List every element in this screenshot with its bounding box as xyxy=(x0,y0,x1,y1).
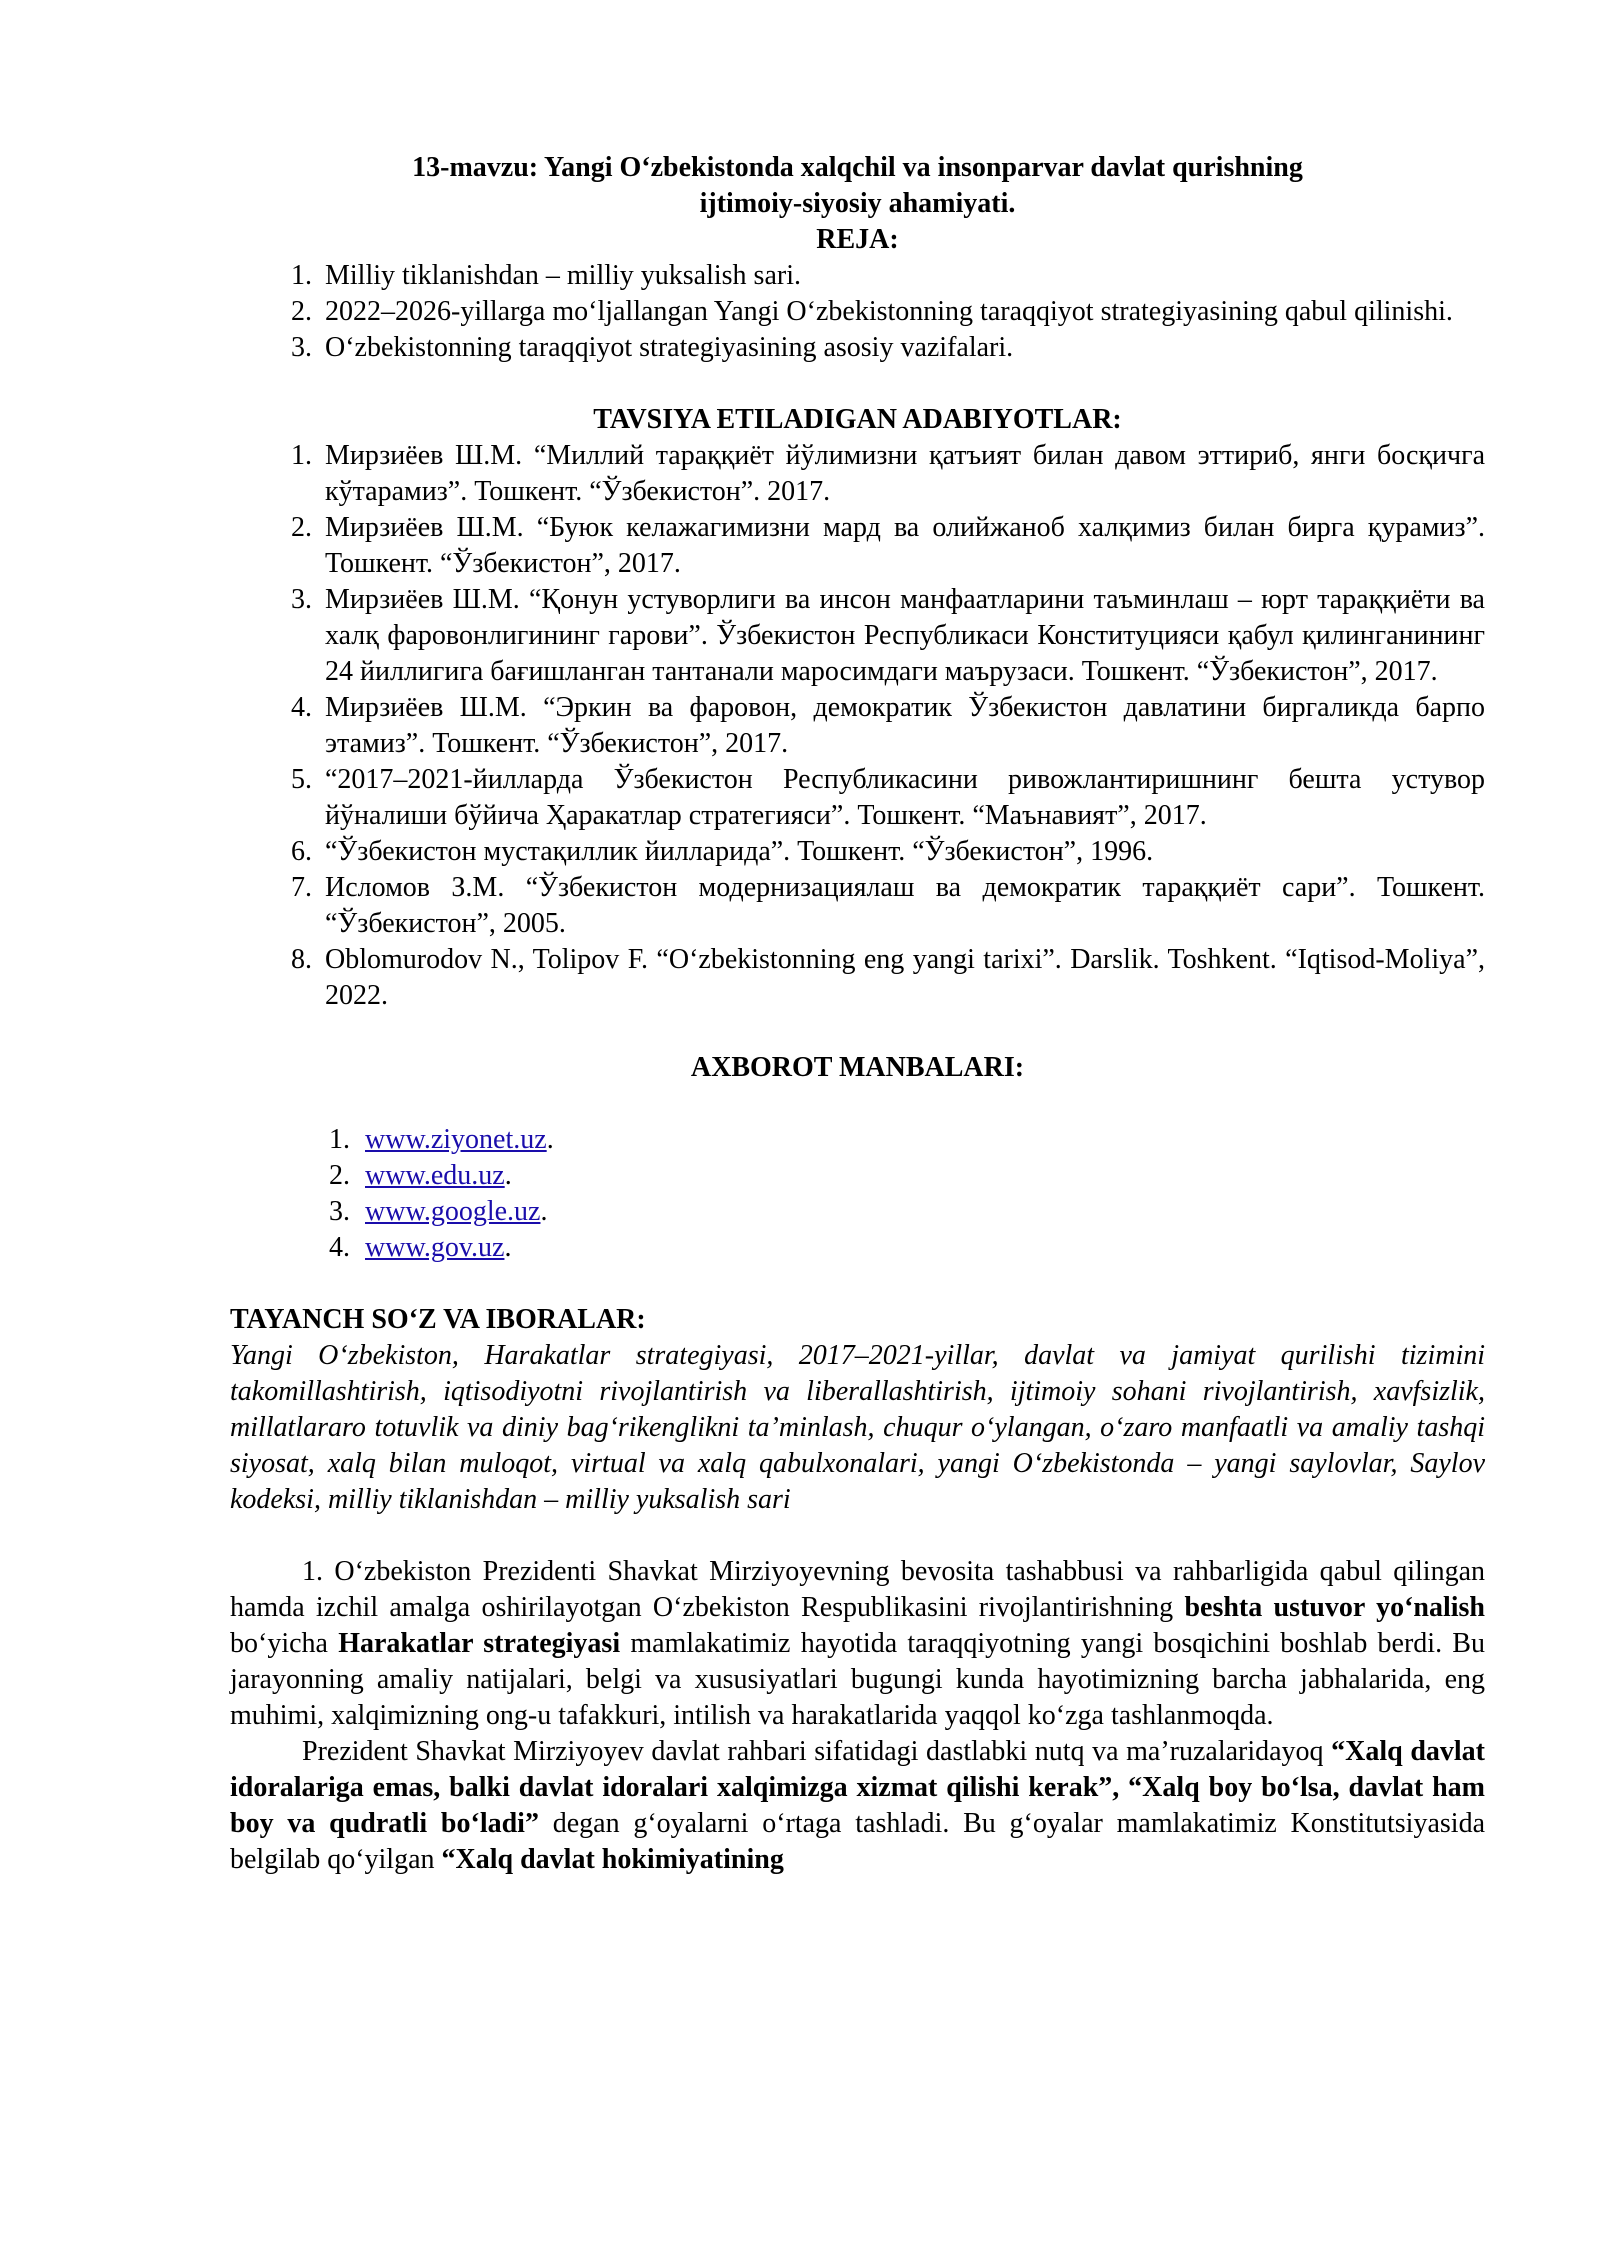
p2-bold-1: “Xalq davlat idoralariga emas, balki davlat idoralari xalqimizga xizmat qilishi kerak”, “Xalq boy bo‘lsa, davlat ham boy va qudratli bo‘ladi” xyxy=(230,1736,1485,1839)
literature-item-text: Исломов З.М. “Ўзбекистон модернизациялаш ва демократик тараққиёт сари”. Тошкент. “Ўзбекистон”, 2005. xyxy=(325,872,1485,939)
literature-item-text: “2017–2021-йилларда Ўзбекистон Республикасини ривожлантиришнинг бешта устувор йўналиши бўйича Ҳаракатлар стратегияси”. Тошкент. “Маънавият”, 2017. xyxy=(325,764,1485,831)
source-link-google[interactable]: www.google.uz xyxy=(365,1196,541,1227)
literature-item-text: “Ўзбекистон мустақиллик йилларида”. Тошкент. “Ўзбекистон”, 1996. xyxy=(325,836,1154,867)
literature-item xyxy=(230,582,1485,690)
plan-item xyxy=(230,294,1485,330)
link-suffix: . xyxy=(540,1196,548,1227)
topic-header xyxy=(230,150,1485,258)
p2-text-a: Prezident Shavkat Mirziyoyev davlat rahbari sifatidagi dastlabki nutq va ma’ruzalaridayoq xyxy=(302,1736,1332,1767)
p1-bold-2: Harakatlar strategiyasi xyxy=(338,1628,621,1659)
source-item xyxy=(230,1194,1485,1230)
source-item xyxy=(230,1122,1485,1158)
p1-text-c: bo‘yicha xyxy=(230,1628,339,1659)
keywords-heading: TAYANCH SO‘Z VA IBORALAR: xyxy=(230,1304,646,1335)
list-number: 4. xyxy=(329,1232,350,1263)
list-number: 3. xyxy=(291,584,312,615)
literature-item xyxy=(230,762,1485,834)
literature-item-text: Мирзиёев Ш.М. “Буюк келажагимизни мард ва олийжаноб халқимиз билан бирга қурамиз”. Тошкент. “Ўзбекистон”, 2017. xyxy=(325,512,1485,579)
list-number: 1. xyxy=(329,1124,350,1155)
source-link-gov[interactable]: www.gov.uz xyxy=(365,1232,505,1263)
plan-item xyxy=(230,330,1485,366)
source-link-ziyonet[interactable]: www.ziyonet.uz xyxy=(365,1124,547,1155)
plan-list xyxy=(230,258,1485,366)
document-content xyxy=(230,150,1485,1878)
list-number: 5. xyxy=(291,764,312,795)
p2-text-c: degan g‘oyalarni o‘rtaga tashladi. Bu g‘oyalar mamlakatimiz Konstitutsiyasida belgilab qo‘yilgan xyxy=(230,1808,1485,1875)
plan-item-text: O‘zbekistonning taraqqiyot strategiyasining asosiy vazifalari. xyxy=(325,332,1014,363)
link-suffix: . xyxy=(504,1232,512,1263)
sources-list xyxy=(230,1122,1485,1266)
list-number: 3. xyxy=(291,332,312,363)
link-suffix: . xyxy=(504,1160,512,1191)
literature-item xyxy=(230,870,1485,942)
literature-item xyxy=(230,942,1485,1014)
literature-item xyxy=(230,690,1485,762)
literature-item xyxy=(230,834,1485,870)
body-paragraph-2 xyxy=(230,1734,1485,1878)
plan-item-text: Milliy tiklanishdan – milliy yuksalish sari. xyxy=(325,260,801,291)
list-number: 6. xyxy=(291,836,312,867)
list-number: 4. xyxy=(291,692,312,723)
list-number: 7. xyxy=(291,872,312,903)
p1-bold-1: beshta ustuvor yo‘nalish xyxy=(1184,1592,1485,1623)
source-link-edu[interactable]: www.edu.uz xyxy=(365,1160,505,1191)
literature-item-text: Мирзиёев Ш.М. “Миллий тараққиёт йўлимизни қатъият билан давом эттириб, янги босқичга кўтарамиз”. Тошкент. “Ўзбекистон”. 2017. xyxy=(325,440,1485,507)
literature-heading: TAVSIYA ETILADIGAN ADABIYOTLAR: xyxy=(593,404,1122,435)
topic-title-line1: 13-mavzu: Yangi O‘zbekistonda xalqchil va insonparvar davlat qurishning xyxy=(412,152,1303,183)
body-paragraph-1 xyxy=(230,1554,1485,1734)
literature-list xyxy=(230,438,1485,1014)
literature-item-text: Oblomurodov N., Tolipov F. “O‘zbekistonning eng yangi tarixi”. Darslik. Toshkent. “Iqtisod-Moliya”, 2022. xyxy=(325,944,1485,1011)
list-number: 3. xyxy=(329,1196,350,1227)
literature-item-text: Мирзиёев Ш.М. “Қонун устуворлиги ва инсон манфаатларини таъминлаш – юрт тараққиёти ва халқ фаровонлигининг гарови”. Ўзбекистон Республикаси Конституцияси қабул қилинганининг 24 йиллигига бағишланган тантанали маросимдаги маърузаси. Тошкент. “Ўзбекистон”, 2017. xyxy=(325,584,1485,687)
link-suffix: . xyxy=(546,1124,554,1155)
p2-bold-2: “Xalq davlat hokimiyatining xyxy=(441,1844,784,1875)
literature-item xyxy=(230,438,1485,510)
literature-item-text: Мирзиёев Ш.М. “Эркин ва фаровон, демократик Ўзбекистон давлатини биргаликда барпо этамиз”. Тошкент. “Ўзбекистон”, 2017. xyxy=(325,692,1485,759)
p1-text-d: mamlakatimiz hayotida taraqqiyotning yangi bosqichini boshlab berdi. Bu jarayonning amaliy natijalari, belgi va xususiyatlari bugungi kunda hayotimizning barcha jabhalarida, eng muhimi, xalqimizning ong-u tafakkuri, intilish va harakatlarida yaqqol ko‘zga tashlanmoqda. xyxy=(230,1628,1485,1731)
list-number: 1. xyxy=(291,260,312,291)
topic-title-line2: ijtimoiy-siyosiy ahamiyati. xyxy=(699,188,1016,219)
list-number: 2. xyxy=(291,512,312,543)
source-item xyxy=(230,1158,1485,1194)
plan-heading: REJA: xyxy=(816,224,899,255)
sources-heading: AXBOROT MANBALARI: xyxy=(690,1052,1025,1083)
source-item xyxy=(230,1230,1485,1266)
p1-text-a: 1. O‘zbekiston Prezidenti Shavkat Mirziyoyevning bevosita tashabbusi va rahbarligida qabul qilingan hamda izchil amalga oshirilayotgan O‘zbekiston Respublikasini rivojlantirishning xyxy=(230,1556,1485,1623)
list-number: 8. xyxy=(291,944,312,975)
list-number: 1. xyxy=(291,440,312,471)
list-number: 2. xyxy=(329,1160,350,1191)
list-number: 2. xyxy=(291,296,312,327)
plan-item xyxy=(230,258,1485,294)
plan-item-text: 2022–2026-yillarga mo‘ljallangan Yangi O‘zbekistonning taraqqiyot strategiyasining qabul qilinishi. xyxy=(325,296,1453,327)
literature-item xyxy=(230,510,1485,582)
keywords-text: Yangi O‘zbekiston, Harakatlar strategiyasi, 2017–2021-yillar, davlat va jamiyat qurilishi tizimini takomillashtirish, iqtisodiyotni rivojlantirish va liberallashtirish, ijtimoiy sohani rivojlantirish, xavfsizlik, millatlararo totuvlik va diniy bag‘rikenglikni ta’minlash, chuqur o‘ylangan, o‘zaro manfaatli va amaliy tashqi siyosat, xalq bilan muloqot, virtual va xalq qabulxonalari, yangi O‘zbekistonda – yangi saylovlar, Saylov kodeksi, milliy tiklanishdan – milliy yuksalish sari xyxy=(230,1340,1485,1515)
